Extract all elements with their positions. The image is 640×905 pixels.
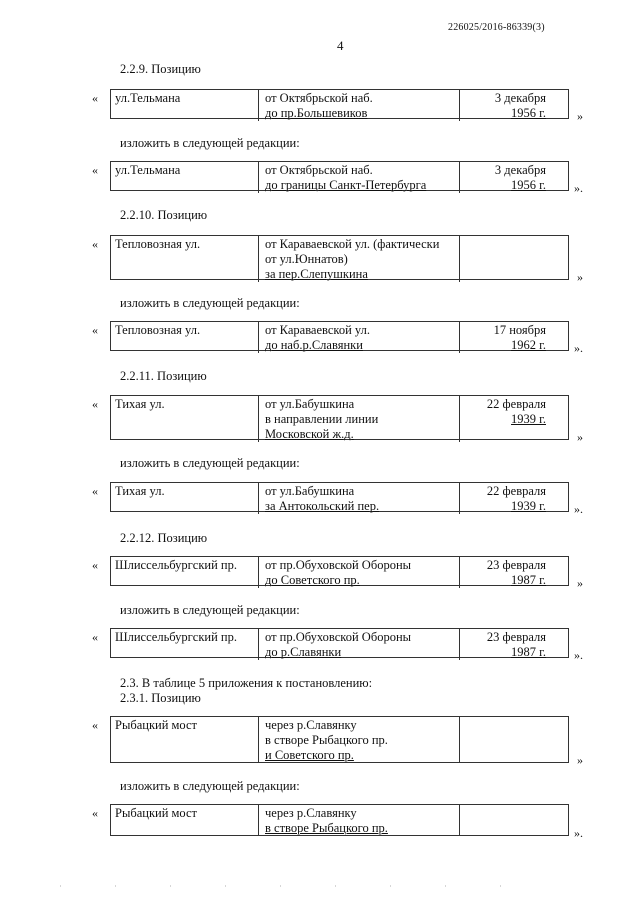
old-position-table <box>110 395 569 440</box>
cell-text-line: Шлиссельбургский пр. <box>115 630 237 644</box>
cell-text-line: 1987 г. <box>511 573 546 587</box>
cell-text-line: Тихая ул. <box>115 484 165 498</box>
table-cell-street-name <box>111 805 258 836</box>
open-quote: « <box>92 237 98 251</box>
cell-text-line: от ул.Бабушкина <box>265 484 355 498</box>
cell-text-line: до наб.р.Славянки <box>265 338 363 352</box>
cell-text-line: 22 февраля <box>486 484 546 498</box>
new-position-table <box>110 628 569 658</box>
section-heading: 2.3.1. Позицию <box>120 691 201 705</box>
cell-text-line: в створе Рыбацкого пр. <box>265 821 388 835</box>
redaction-intro: изложить в следующей редакции: <box>120 296 300 310</box>
cell-text-line: 1956 г. <box>511 106 546 120</box>
table-cell-street-name <box>111 557 258 588</box>
cell-text-line: 1987 г. <box>511 645 546 659</box>
cell-text-line: за пер.Слепушкина <box>265 267 368 281</box>
table-cell-section <box>258 90 459 121</box>
cell-text-line: от Октябрьской наб. <box>265 91 373 105</box>
section-heading: 2.3. В таблице 5 приложения к постановлению: <box>120 676 373 690</box>
cell-text-line: до Советского пр. <box>265 573 360 587</box>
table-cell-date <box>459 557 568 588</box>
open-quote: « <box>92 484 98 498</box>
open-quote: « <box>92 91 98 105</box>
open-quote: « <box>92 323 98 337</box>
table-cell-date <box>459 483 568 514</box>
table-cell-date <box>459 322 568 353</box>
cell-text-line: 1939 г. <box>511 412 546 426</box>
cell-text-line: 1956 г. <box>511 178 546 192</box>
table-cell-section <box>258 396 459 442</box>
table-cell-section <box>258 236 459 282</box>
cell-text-line: от пр.Обуховской Обороны <box>265 630 412 644</box>
table-cell-street-name <box>111 396 258 442</box>
close-quote: » <box>577 753 583 767</box>
cell-text-line: в створе Рыбацкого пр. <box>265 733 388 747</box>
new-position-table <box>110 321 569 351</box>
table-cell-section <box>258 162 459 193</box>
cell-text-line: через р.Славянку <box>265 806 357 820</box>
close-quote: ». <box>574 826 583 840</box>
cell-text-line: от ул.Бабушкина <box>265 397 355 411</box>
table-cell-date <box>459 717 568 763</box>
cell-text-line: до р.Славянки <box>265 645 342 659</box>
cell-text-line: до границы Санкт-Петербурга <box>265 178 427 192</box>
cell-text-line: и Советского пр. <box>265 748 354 762</box>
table-cell-section <box>258 483 459 514</box>
cell-text-line: 23 февраля <box>486 630 546 644</box>
old-position-table <box>110 556 569 586</box>
open-quote: « <box>92 806 98 820</box>
redaction-intro: изложить в следующей редакции: <box>120 779 300 793</box>
cell-text-line: от Караваевской ул. (фактически <box>265 237 440 251</box>
cell-text-line: за Антокольский пер. <box>265 499 380 513</box>
cell-text-line: 3 декабря <box>494 163 546 177</box>
cell-text-line: от пр.Обуховской Обороны <box>265 558 412 572</box>
cell-text-line: до пр.Большевиков <box>265 106 368 120</box>
cell-text-line: 3 декабря <box>494 91 546 105</box>
redaction-intro: изложить в следующей редакции: <box>120 136 300 150</box>
close-quote: » <box>577 270 583 284</box>
cell-text-line: 23 февраля <box>486 558 546 572</box>
open-quote: « <box>92 163 98 177</box>
close-quote: ». <box>574 648 583 662</box>
cell-text-line: Шлиссельбургский пр. <box>115 558 237 572</box>
table-cell-section <box>258 557 459 588</box>
table-cell-date <box>459 805 568 836</box>
cell-text-line: 22 февраля <box>486 397 546 411</box>
close-quote: ». <box>574 181 583 195</box>
table-cell-date <box>459 162 568 193</box>
cell-text-line: ул.Тельмана <box>115 163 181 177</box>
close-quote: ». <box>574 341 583 355</box>
cell-text-line: Тепловозная ул. <box>115 323 201 337</box>
section-heading: 2.2.9. Позицию <box>120 62 201 76</box>
table-cell-section <box>258 322 459 353</box>
cell-text-line: от Караваевской ул. <box>265 323 370 337</box>
cell-text-line: в направлении линии <box>265 412 379 426</box>
old-position-table <box>110 89 569 119</box>
old-position-table <box>110 716 569 763</box>
cell-text-line: 17 ноября <box>493 323 546 337</box>
table-cell-street-name <box>111 322 258 353</box>
open-quote: « <box>92 558 98 572</box>
cell-text-line: через р.Славянку <box>265 718 357 732</box>
section-heading: 2.2.11. Позицию <box>120 369 207 383</box>
table-cell-section <box>258 629 459 660</box>
cell-text-line: Московской ж.д. <box>265 427 354 441</box>
table-cell-date <box>459 90 568 121</box>
table-cell-street-name <box>111 717 258 763</box>
open-quote: « <box>92 630 98 644</box>
cell-text-line: 1962 г. <box>511 338 546 352</box>
cell-text-line: ул.Тельмана <box>115 91 181 105</box>
redaction-intro: изложить в следующей редакции: <box>120 456 300 470</box>
cell-text-line: Тихая ул. <box>115 397 165 411</box>
table-cell-street-name <box>111 629 258 660</box>
table-cell-date <box>459 236 568 282</box>
open-quote: « <box>92 718 98 732</box>
cell-text-line: 1939 г. <box>511 499 546 513</box>
close-quote: » <box>577 430 583 444</box>
close-quote: ». <box>574 502 583 516</box>
table-cell-section <box>258 717 459 763</box>
close-quote: » <box>577 576 583 590</box>
cell-text-line: Тепловозная ул. <box>115 237 201 251</box>
cell-text-line: Рыбацкий мост <box>115 806 198 820</box>
new-position-table <box>110 161 569 191</box>
table-cell-street-name <box>111 90 258 121</box>
redaction-intro: изложить в следующей редакции: <box>120 603 300 617</box>
table-cell-section <box>258 805 459 836</box>
old-position-table <box>110 235 569 280</box>
open-quote: « <box>92 397 98 411</box>
new-position-table <box>110 804 569 836</box>
cell-text-line: от ул.Юннатов) <box>265 252 348 266</box>
section-heading: 2.2.10. Позицию <box>120 208 208 222</box>
table-cell-date <box>459 629 568 660</box>
page-number: 4 <box>337 38 344 53</box>
document-id: 226025/2016-86339(3) <box>448 22 545 33</box>
table-cell-street-name <box>111 236 258 282</box>
table-cell-date <box>459 396 568 442</box>
cell-text-line: от Октябрьской наб. <box>265 163 373 177</box>
close-quote: » <box>577 109 583 123</box>
section-heading: 2.2.12. Позицию <box>120 531 208 545</box>
new-position-table <box>110 482 569 512</box>
table-cell-street-name <box>111 162 258 193</box>
scan-artifact-dots <box>60 885 530 887</box>
table-cell-street-name <box>111 483 258 514</box>
cell-text-line: Рыбацкий мост <box>115 718 198 732</box>
